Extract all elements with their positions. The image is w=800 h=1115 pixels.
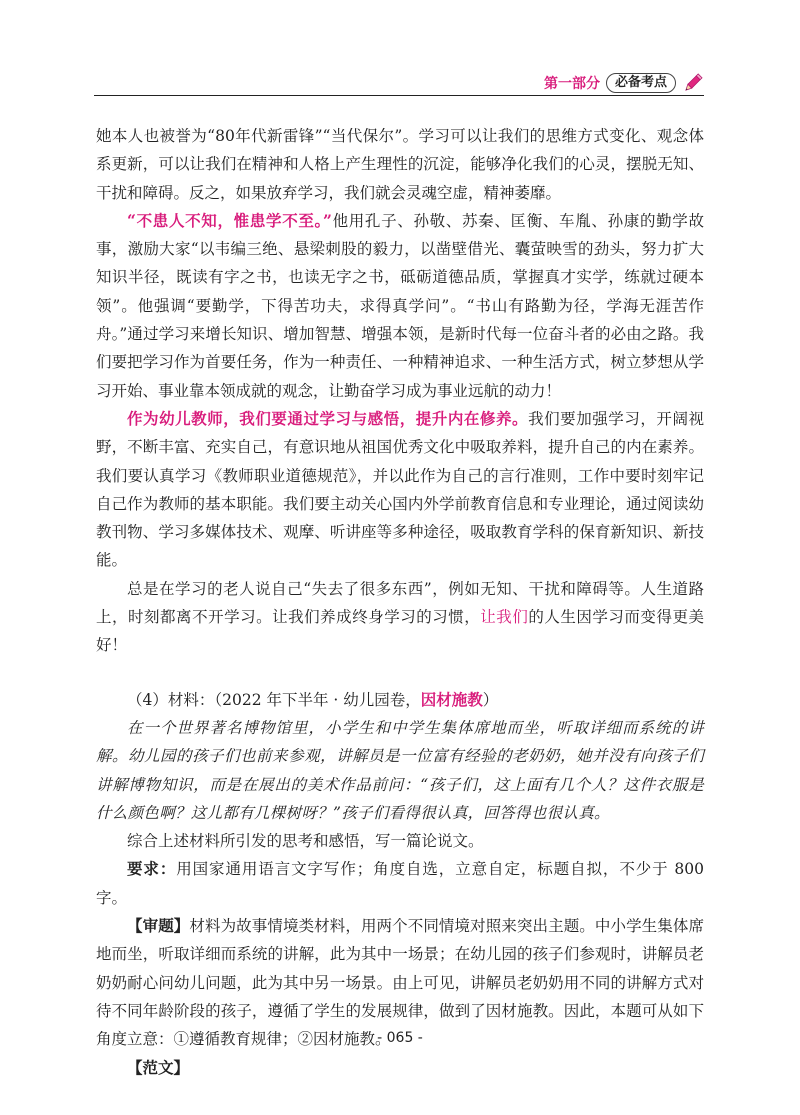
material-text: 在一个世界著名博物馆里，小学生和中学生集体席地而坐，听取详细而系统的讲解。幼儿园的孩子们也前来参观，讲解员是一位富有经验的老奶奶，她并没有向孩子们讲解博物知识，而是在展出的美术作品前问：“孩子们，这上面有几个人？这件衣服是什么颜色啊？这儿都有几棵树呀？”孩子们看得很认真，回答得也很认真。 xyxy=(96,718,704,822)
page-number: - 065 - xyxy=(377,1030,423,1046)
requirements: 要求：用国家通用语言文字写作；角度自选，立意自定，标题自拟，不少于 800 字。 xyxy=(96,859,704,907)
paragraph: 她本人也被誉为“80年代新雷锋”“当代保尔”。学习可以让我们的思维方式变化、观念体系更新，可以让我们在精神和人格上产生理性的沉淀，能够净化我们的心灵，摆脱无知、干扰和障碍。反之，如果放弃学习，我们就会灵魂空虚，精神萎靡。 xyxy=(96,127,704,202)
analysis: 【审题】材料为故事情境类材料，用两个不同情境对照来突出主题。中小学生集体席地而坐，听取详细而系统的讲解，此为其中一场景；在幼儿园的孩子们参观时，讲解员老奶奶耐心问幼儿问题，此为其中另一场景。由上可见，讲解员老奶奶用不同的讲解方式对待不同年龄阶段的孩子，遵循了学生的发展规律，做到了因材施教。因此，本题可从如下角度立意：①遵循教育规律；②因材施教。 xyxy=(96,916,704,1049)
material-heading: （4）材料：（2022 年下半年 · 幼儿园卷，因材施教） xyxy=(127,689,499,709)
page-header xyxy=(94,72,704,94)
section-tag: 必备考点 xyxy=(606,73,676,93)
header-section-label xyxy=(544,72,704,94)
paragraph: “不患人不知，惟患学不至。”他用孔子、孙敬、苏秦、匡衡、车胤、孙康的勤学故事，激励大家“以韦编三绝、悬梁刺股的毅力，以凿壁借光、囊萤映雪的劲头，努力扩大知识半径，既读有字之书，也读无字之书，砥砺道德品质，掌握真才实学，练就过硬本领”。他强调“要勤学，下得苦功夫，求得真学问”。“书山有路勤为径，学海无涯苦作舟。”通过学习来增长知识、增加智慧、增强本领，是新时代每一位奋斗者的必由之路。我们要把学习作为首要任务，作为一种责任、一种精神追求、一种生活方式，树立梦想从学习开始、事业靠本领成就的观念，让勤奋学习成为事业远航的动力！ xyxy=(96,210,704,400)
pencil-icon xyxy=(682,72,704,94)
sample-essay-label: 【范文】 xyxy=(127,1057,190,1077)
header-rule xyxy=(94,95,704,96)
page-body xyxy=(96,122,704,1082)
paragraph: 总是在学习的老人说自己“失去了很多东西”，例如无知、干扰和障碍等。人生道路上，时刻都离不开学习。让我们养成终身学习的习惯，让我们的人生因学习而变得更美好！ xyxy=(96,579,704,655)
part-label: 第一部分 xyxy=(543,76,600,92)
writing-prompt: 综合上述材料所引发的思考和感悟，写一篇论说文。 xyxy=(127,832,484,851)
paragraph: 作为幼儿教师，我们要通过学习与感悟，提升内在修养。我们要加强学习，开阔视野，不断丰富、充实自己，有意识地从祖国优秀文化中吸取养料，提升自己的内在素养。我们要认真学习《教师职业道德规范》，并以此作为自己的言行准则，工作中要时刻牢记自己作为教师的基本职能。我们要主动关心国内外学前教育信息和专业理论，通过阅读幼教刊物、学习多媒体技术、观摩、听讲座等多种途径，吸取教育学科的保育新知识、新技能。 xyxy=(96,408,704,570)
